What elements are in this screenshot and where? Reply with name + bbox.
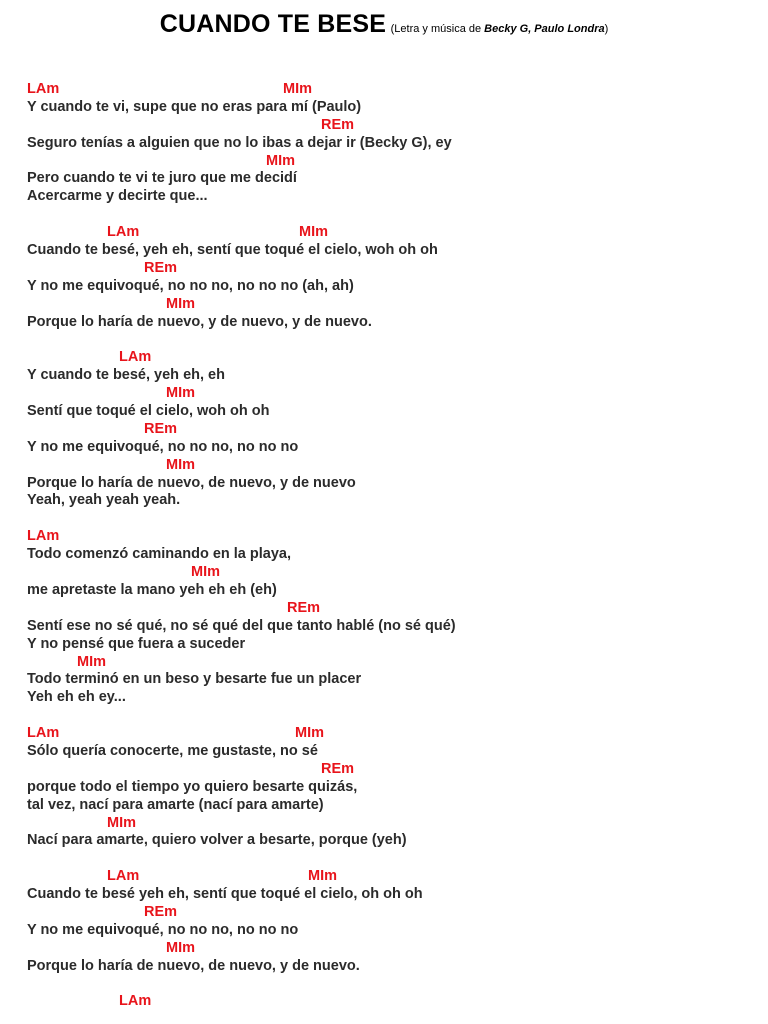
chord: MIm: [77, 653, 106, 670]
credits-suffix: ): [604, 23, 609, 35]
chord-line: [27, 385, 747, 403]
chord: MIm: [299, 224, 328, 241]
credits-authors: Becky G, Paulo Londra: [484, 23, 605, 35]
chord: REm: [287, 599, 321, 616]
chord-line: [27, 296, 747, 314]
chord-line: [27, 153, 747, 171]
chord: MIm: [166, 456, 195, 473]
chord-line: [27, 528, 747, 546]
stanza-gap: [27, 707, 747, 725]
lyric-line: Sentí que toqué el cielo, woh oh oh: [27, 403, 270, 420]
lyric-line: Todo comenzó caminando en la playa,: [27, 546, 292, 563]
lyric-line: Y cuando te vi, supe que no eras para mí (Paulo): [27, 98, 362, 115]
chord-line: [27, 904, 747, 922]
stanza-gap: [27, 331, 747, 349]
lyric-line: Seguro tenías a alguien que no lo ibas a dejar ir (Becky G), ey: [27, 134, 452, 151]
chord-line: [27, 725, 747, 743]
lyric-line: Y no pensé que fuera a suceder: [27, 635, 246, 652]
chord-line: [27, 260, 747, 278]
lyric-line: tal vez, nací para amarte (nací para amarte): [27, 796, 324, 813]
chord: REm: [144, 420, 178, 437]
lyric-line: Porque lo haría de nuevo, de nuevo, y de nuevo: [27, 474, 356, 491]
chord: REm: [144, 259, 178, 276]
credits-prefix: (Letra y música de: [390, 23, 485, 35]
chord-line: [27, 349, 747, 367]
lyric-line: Y no me equivoqué, no no no, no no no: [27, 438, 299, 455]
lyric-line: Y cuando te besé, yeh eh, eh: [27, 367, 225, 384]
chord: REm: [321, 116, 355, 133]
lyric-line: Y no me equivoqué, no no no, no no no: [27, 921, 299, 938]
chord-line: [27, 761, 747, 779]
stanza-gap: [27, 510, 747, 528]
chord: MIm: [166, 939, 195, 956]
chord: MIm: [295, 725, 324, 742]
chord-line: [27, 81, 747, 99]
chord: MIm: [166, 295, 195, 312]
chord: LAm: [27, 725, 60, 742]
lyric-line: Yeah, yeah yeah yeah.: [27, 492, 181, 509]
chord: LAm: [119, 349, 152, 366]
chord-line: [27, 868, 747, 886]
chord-line: [27, 993, 747, 1011]
lyric-line: Y no me equivoqué, no no no, no no no (ah, ah): [27, 277, 354, 294]
lyric-line: Acercarme y decirte que...: [27, 188, 208, 205]
lyric-line: Cuando te besé, yeh eh, sentí que toqué el cielo, woh oh oh: [27, 242, 438, 259]
lyric-line: Cuando te besé yeh eh, sentí que toqué el cielo, oh oh oh: [27, 886, 423, 903]
lyric-line: Sentí ese no sé qué, no sé qué del que tanto hablé (no sé qué): [27, 617, 456, 634]
lyric-line: porque todo el tiempo yo quiero besarte quizás,: [27, 778, 358, 795]
chord: MIm: [107, 814, 136, 831]
song-title: CUANDO TE BESE: [159, 10, 387, 38]
lyric-line: Todo terminó en un beso y besarte fue un placer: [27, 671, 362, 688]
chord-line: [27, 815, 747, 833]
chord: REm: [144, 903, 178, 920]
chord-line: [27, 421, 747, 439]
stanza-gap: [27, 976, 747, 994]
lyric-line: me apretaste la mano yeh eh eh (eh): [27, 581, 277, 598]
chord: LAm: [27, 528, 60, 545]
chord-line: [27, 600, 747, 618]
chord-line: [27, 117, 747, 135]
chord: MIm: [191, 564, 220, 581]
chord: LAm: [107, 868, 140, 885]
lyric-line: Porque lo haría de nuevo, de nuevo, y de nuevo.: [27, 957, 360, 974]
lyric-line: Pero cuando te vi te juro que me decidí: [27, 170, 297, 187]
chord-line: [27, 564, 747, 582]
lyric-line: Porque lo haría de nuevo, y de nuevo, y de nuevo.: [27, 313, 372, 330]
chord: MIm: [166, 385, 195, 402]
chord: MIm: [266, 152, 295, 169]
chord: MIm: [308, 868, 337, 885]
chord-line: [27, 940, 747, 958]
chord: MIm: [283, 81, 312, 97]
credits: [391, 23, 609, 35]
lyric-line: Yeh eh eh ey...: [27, 689, 126, 706]
chord-line: [27, 654, 747, 672]
chord: REm: [321, 760, 355, 777]
chord-line: [27, 224, 747, 242]
chord: LAm: [27, 81, 60, 97]
stanza-gap: [27, 850, 747, 868]
title-row: [0, 10, 768, 39]
chord-line: [27, 457, 747, 475]
chord: LAm: [119, 993, 152, 1010]
stanza-gap: [27, 206, 747, 224]
lyric-line: Nací para amarte, quiero volver a besarte, porque (yeh): [27, 832, 407, 849]
lyric-line: Sólo quería conocerte, me gustaste, no sé: [27, 742, 318, 759]
lyrics-body: [27, 81, 747, 1011]
chord: LAm: [107, 224, 140, 241]
